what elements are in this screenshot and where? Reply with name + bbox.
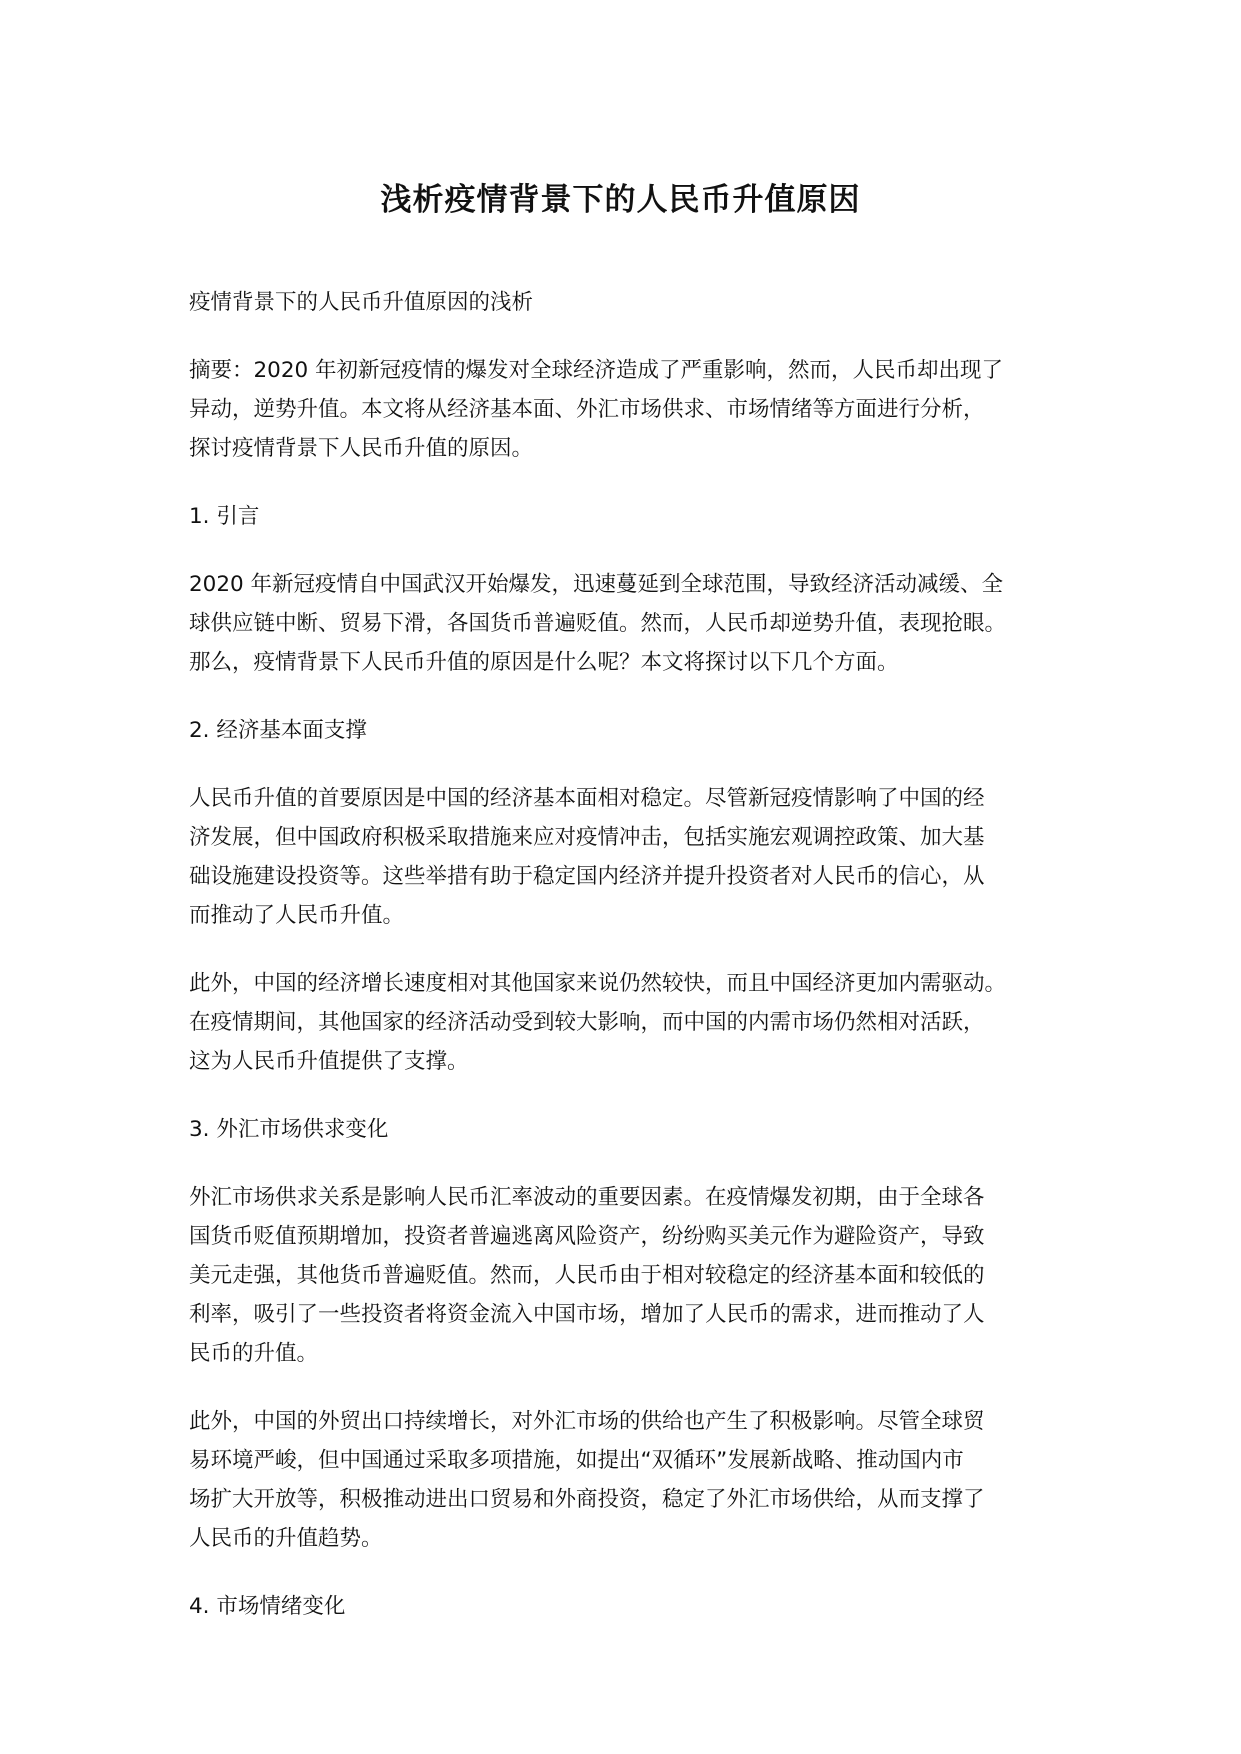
section-heading: [189, 497, 1069, 536]
text-line: 易环境严峻，但中国通过采取多项措施，如提出“双循环”发展新战略、推动国内市: [189, 1448, 964, 1473]
text-line: 摘要：2020 年初新冠疫情的爆发对全球经济造成了严重影响，然而，人民币却出现了: [189, 358, 1004, 383]
text-line: 那么，疫情背景下人民币升值的原因是什么呢？本文将探讨以下几个方面。: [189, 650, 899, 675]
paragraph: [189, 1178, 1069, 1373]
text-line: 济发展，但中国政府积极采取措施来应对疫情冲击，包括实施宏观调控政策、加大基: [189, 825, 985, 850]
text-line: 而推动了人民币升值。: [189, 903, 405, 928]
text-line: 础设施建设投资等。这些举措有助于稳定国内经济并提升投资者对人民币的信心，从: [189, 864, 985, 889]
text-line: 3. 外汇市场供求变化: [189, 1117, 389, 1142]
section-heading: [189, 1587, 1069, 1626]
text-line: 外汇市场供求关系是影响人民币汇率波动的重要因素。在疫情爆发初期，由于全球各: [189, 1185, 985, 1210]
text-line: 异动，逆势升值。本文将从经济基本面、外汇市场供求、市场情绪等方面进行分析，: [189, 397, 985, 422]
section-heading: [189, 1110, 1069, 1149]
text-line: 此外，中国的经济增长速度相对其他国家来说仍然较快，而且中国经济更加内需驱动。: [189, 971, 1007, 996]
paragraph: [189, 565, 1069, 682]
text-line: 美元走强，其他货币普遍贬值。然而，人民币由于相对较稳定的经济基本面和较低的: [189, 1263, 985, 1288]
paragraph: [189, 1402, 1069, 1558]
text-line: 此外，中国的外贸出口持续增长，对外汇市场的供给也产生了积极影响。尽管全球贸: [189, 1409, 985, 1434]
document-title: 浅析疫情背景下的人民币升值原因: [380, 182, 861, 218]
text-line: 疫情背景下的人民币升值原因的浅析: [189, 290, 534, 315]
paragraph: [189, 779, 1069, 935]
text-line: 球供应链中断、贸易下滑，各国货币普遍贬值。然而，人民币却逆势升值，表现抢眼。: [189, 611, 1007, 636]
text-line: 1. 引言: [189, 504, 260, 529]
text-line: 场扩大开放等，积极推动进出口贸易和外商投资，稳定了外汇市场供给，从而支撑了: [189, 1487, 985, 1512]
text-line: 国货币贬值预期增加，投资者普遍逃离风险资产，纷纷购买美元作为避险资产，导致: [189, 1224, 985, 1249]
text-line: 人民币升值的首要原因是中国的经济基本面相对稳定。尽管新冠疫情影响了中国的经: [189, 786, 985, 811]
paragraph: [189, 351, 1069, 468]
text-line: 4. 市场情绪变化: [189, 1594, 346, 1619]
document-subtitle: [189, 283, 1069, 322]
document-body: [189, 283, 1069, 1655]
text-line: 人民币的升值趋势。: [189, 1526, 383, 1551]
text-line: 这为人民币升值提供了支撑。: [189, 1049, 469, 1074]
text-line: 民币的升值。: [189, 1341, 319, 1366]
paragraph: [189, 964, 1069, 1081]
text-line: 2. 经济基本面支撑: [189, 718, 367, 743]
text-line: 2020 年新冠疫情自中国武汉开始爆发，迅速蔓延到全球范围，导致经济活动减缓、全: [189, 572, 1004, 597]
text-line: 探讨疫情背景下人民币升值的原因。: [189, 436, 534, 461]
text-line: 在疫情期间，其他国家的经济活动受到较大影响，而中国的内需市场仍然相对活跃，: [189, 1010, 985, 1035]
section-heading: [189, 711, 1069, 750]
text-line: 利率，吸引了一些投资者将资金流入中国市场，增加了人民币的需求，进而推动了人: [189, 1302, 985, 1327]
